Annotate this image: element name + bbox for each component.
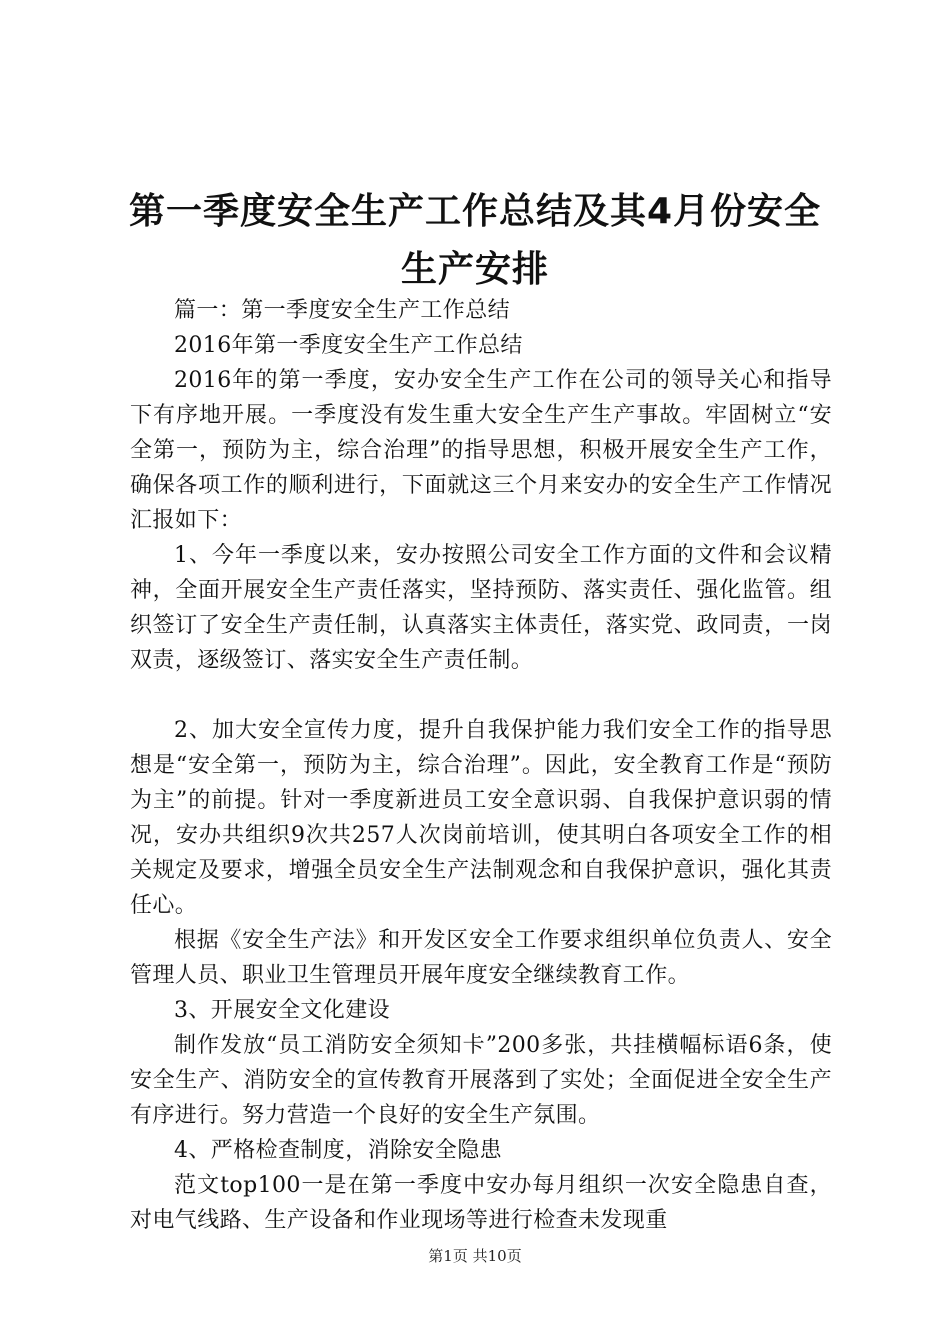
paragraph-subtitle: 2016年第一季度安全生产工作总结 (174, 333, 523, 358)
page-footer: 第1页 共10页 (428, 1247, 522, 1265)
document-body (130, 293, 832, 1238)
paragraph-item-2-continued: 根据《安全生产法》和开发区安全工作要求组织单位负责人、安全管理人员、职业卫生管理员开展年度安全继续教育工作。 (130, 928, 832, 988)
paragraph-item-2: 2、加大安全宣传力度，提升自我保护能力我们安全工作的指导思想是“安全第一，预防为主，综合治理”。因此，安全教育工作是“预防为主”的前提。针对一季度新进员工安全意识弱、自我保护意识弱的情况，安办共组织9次共257人次岗前培训，使其明白各项安全工作的相关规定及要求，增强全员安全生产法制观念和自我保护意识，强化其责任心。 (130, 718, 832, 918)
paragraph-section-heading: 篇一：第一季度安全生产工作总结 (174, 298, 511, 323)
paragraph-intro: 2016年的第一季度，安办安全生产工作在公司的领导关心和指导下有序地开展。一季度没有发生重大安全生产生产事故。牢固树立“安全第一，预防为主，综合治理”的指导思想，积极开展安全生产工作，确保各项工作的顺利进行，下面就这三个月来安办的安全生产工作情况汇报如下： (130, 368, 832, 533)
paragraph-item-4-heading: 4、严格检查制度，消除安全隐患 (174, 1138, 502, 1163)
paragraph-item-1: 1、今年一季度以来，安办按照公司安全工作方面的文件和会议精神，全面开展安全生产责任落实，坚持预防、落实责任、强化监管。组织签订了安全生产责任制，认真落实主体责任，落实党、政同责，一岗双责，逐级签订、落实安全生产责任制。 (130, 543, 832, 673)
paragraph-item-4: 范文top100一是在第一季度中安办每月组织一次安全隐患自查，对电气线路、生产设备和作业现场等进行检查未发现重 (130, 1173, 832, 1233)
paragraph-item-3-heading: 3、开展安全文化建设 (174, 998, 390, 1023)
document-title: 第一季度安全生产工作总结及其4月份安全生产安排 (128, 191, 822, 290)
paragraph-item-3: 制作发放“员工消防安全须知卡”200多张，共挂横幅标语6条，使安全生产、消防安全的宣传教育开展落到了实处；全面促进全安全生产有序进行。努力营造一个良好的安全生产氛围。 (130, 1033, 832, 1128)
